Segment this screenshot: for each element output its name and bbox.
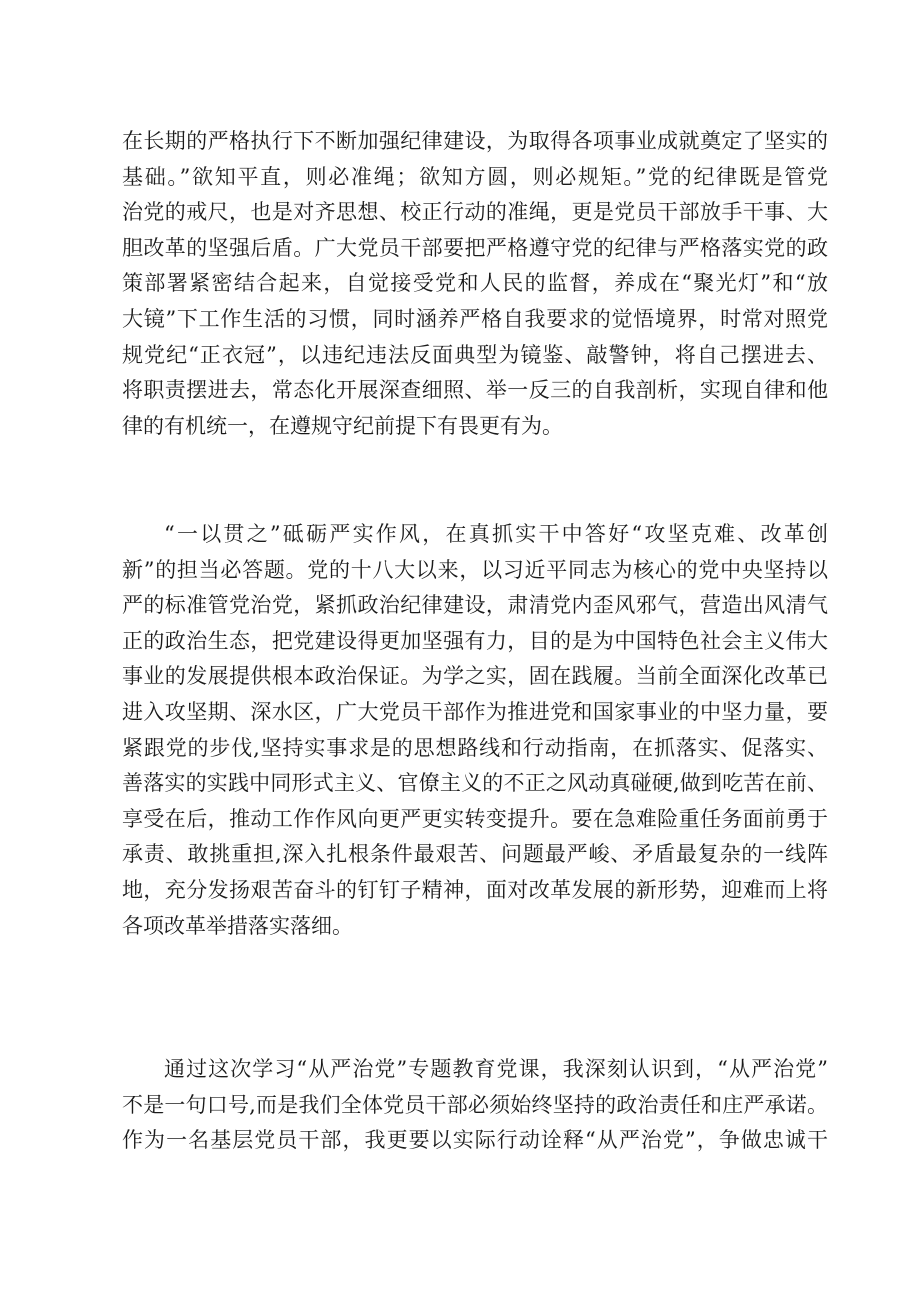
text-line: 治党的戒尺，也是对齐思想、校正行动的准绳，更是党员干部放手干事、大 [122,200,828,225]
text-line: 严的标准管党治党，紧抓政治纪律建设，肃清党内歪风邪气，营造出风清气 [122,593,828,618]
text-line: 胆改革的坚强后盾。广大党员干部要把严格遵守党的纪律与严格落实党的政 [122,235,828,260]
text-line: 新”的担当必答题。党的十八大以来，以习近平同志为核心的党中央坚持以 [122,557,828,582]
paragraph-discipline [122,124,828,444]
text-line: 不是一句口号,而是我们全体党员干部必须始终坚持的政治责任和庄严承诺。 [122,1092,828,1117]
text-line: 事业的发展提供根本政治保证。为学之实，固在践履。当前全面深化改革已 [122,664,828,689]
paragraph-conclusion [122,1052,828,1159]
text-line: “一以贯之”砥砺严实作风，在真抓实干中答好“攻坚克难、改革创 [164,522,828,546]
text-line: 承责、敢挑重担,深入扎根条件最艰苦、问题最严峻、矛盾最复杂的一线阵 [122,842,828,867]
text-line: 律的有机统一，在遵规守纪前提下有畏更有为。 [122,413,563,438]
text-line: 在长期的严格执行下不断加强纪律建设，为取得各项事业成就奠定了坚实的 [122,129,828,153]
text-line: 善落实的实践中同形式主义、官僚主义的不正之风动真碰硬,做到吃苦在前、 [122,771,828,796]
text-line: 各项改革举措落实落细。 [122,913,353,938]
text-line: 策部署紧密结合起来，自觉接受党和人民的监督，养成在“聚光灯”和“放 [122,271,828,296]
text-line: 紧跟党的步伐,坚持实事求是的思想路线和行动指南，在抓落实、促落实、 [122,735,828,760]
text-line: 作为一名基层党员干部，我更要以实际行动诠释“从严治党”，争做忠诚干 [122,1128,828,1153]
text-line: 基础。”欲知平直，则必准绳；欲知方圆，则必规矩。”党的纪律既是管党 [122,164,828,189]
text-line: 享受在后，推动工作作风向更严更实转变提升。要在急难险重任务面前勇于 [122,806,828,831]
text-line: 正的政治生态，把党建设得更加坚强有力，目的是为中国特色社会主义伟大 [122,628,828,653]
paragraph-work-style [122,517,828,944]
text-line: 通过这次学习“从严治党”专题教育党课，我深刻认识到，“从严治党” [164,1057,828,1081]
text-line: 将职责摆进去，常态化开展深查细照、举一反三的自我剖析，实现自律和他 [122,378,828,403]
text-line: 地，充分发扬艰苦奋斗的钉钉子精神，面对改革发展的新形势，迎难而上将 [122,877,828,902]
text-line: 规党纪“正衣冠”，以违纪违法反面典型为镜鉴、敲警钟，将自己摆进去、 [122,342,828,367]
text-line: 大镜”下工作生活的习惯，同时涵养严格自我要求的觉悟境界，时常对照党 [122,306,828,331]
text-line: 进入攻坚期、深水区，广大党员干部作为推进党和国家事业的中坚力量，要 [122,699,828,724]
